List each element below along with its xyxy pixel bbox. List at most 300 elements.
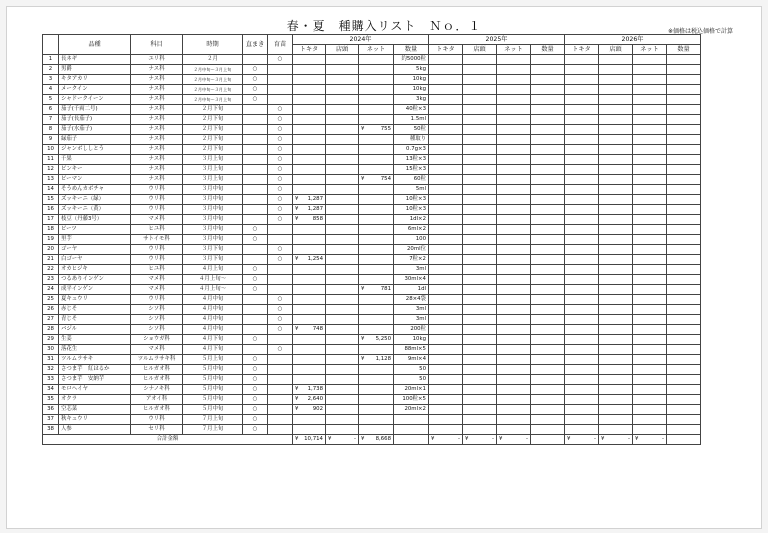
variety-cell: 白ゴーヤ — [59, 255, 131, 265]
empty-2025-cell — [531, 405, 565, 415]
qty-2024-cell: 50粒 — [394, 125, 429, 135]
family-cell: ヒユ科 — [131, 225, 183, 235]
empty-2026-cell — [667, 185, 701, 195]
variety-cell: そうめんカボチャ — [59, 185, 131, 195]
period-cell: ５月中旬 — [183, 375, 243, 385]
period-cell: ４月中旬 — [183, 305, 243, 315]
empty-2025-cell — [463, 175, 497, 185]
empty-2025-cell — [531, 235, 565, 245]
direct-sow-cell — [243, 215, 268, 225]
table-row — [43, 365, 701, 375]
price-2024-net — [359, 365, 394, 375]
qty-2024-cell: 7粒×2 — [394, 255, 429, 265]
empty-2025-cell — [497, 295, 531, 305]
price-2024-tokita — [293, 265, 326, 275]
price-2024-net — [359, 185, 394, 195]
price-2024-tokita — [293, 385, 326, 395]
empty-2025-cell — [497, 415, 531, 425]
table-row — [43, 165, 701, 175]
empty-2025-cell — [531, 225, 565, 235]
empty-2026-cell — [565, 255, 599, 265]
empty-2026-cell — [565, 125, 599, 135]
empty-2025-cell — [429, 215, 463, 225]
header-tokita: トキタ — [293, 45, 326, 55]
price-2024-tento — [326, 225, 359, 235]
header-period: 時期 — [183, 35, 243, 55]
empty-2026-cell — [633, 215, 667, 225]
yen-sign: ¥ — [361, 356, 365, 362]
direct-sow-cell: ○ — [243, 275, 268, 285]
empty-2025-cell — [429, 165, 463, 175]
empty-2025-cell — [463, 255, 497, 265]
price-2024-tento — [326, 65, 359, 75]
empty-2025-cell — [429, 365, 463, 375]
price-2024-tento — [326, 195, 359, 205]
price-2024-tento — [326, 275, 359, 285]
empty-2025-cell — [497, 85, 531, 95]
empty-2026-cell — [565, 325, 599, 335]
row-number: 34 — [43, 385, 59, 395]
family-cell: マメ科 — [131, 275, 183, 285]
table-row — [43, 135, 701, 145]
price-value: 781 — [380, 286, 391, 292]
empty-2026-cell — [599, 415, 633, 425]
direct-sow-cell: ○ — [243, 75, 268, 85]
row-number: 20 — [43, 245, 59, 255]
seedling-cell: ○ — [268, 145, 293, 155]
empty-2026-cell — [633, 175, 667, 185]
empty-2025-cell — [497, 285, 531, 295]
price-2024-tokita — [293, 345, 326, 355]
empty-2025-cell — [497, 265, 531, 275]
empty-2026-cell — [633, 115, 667, 125]
header-net: ネット — [633, 45, 667, 55]
empty-2025-cell — [463, 385, 497, 395]
seedling-cell — [268, 225, 293, 235]
yen-sign: ¥ — [499, 436, 503, 442]
header-tokita: トキタ — [429, 45, 463, 55]
empty-2025-cell — [531, 175, 565, 185]
total-2025-tokita — [429, 435, 463, 445]
direct-sow-cell — [243, 255, 268, 265]
price-2024-tokita — [293, 225, 326, 235]
empty-2025-cell — [429, 195, 463, 205]
direct-sow-cell — [243, 175, 268, 185]
empty-2026-cell — [565, 135, 599, 145]
empty-2025-cell — [429, 395, 463, 405]
empty-2025-cell — [429, 155, 463, 165]
family-cell: ナス科 — [131, 145, 183, 155]
empty-2026-cell — [565, 295, 599, 305]
price-2024-tokita — [293, 255, 326, 265]
empty-2026-cell — [667, 285, 701, 295]
empty-2026-cell — [667, 65, 701, 75]
empty-2025-cell — [463, 415, 497, 425]
table-row — [43, 75, 701, 85]
empty-2025-cell — [463, 75, 497, 85]
price-2024-net — [359, 155, 394, 165]
price-2024-net — [359, 175, 394, 185]
price-2024-net — [359, 335, 394, 345]
table-row — [43, 305, 701, 315]
price-2024-net — [359, 225, 394, 235]
price-2024-net — [359, 395, 394, 405]
empty-2025-cell — [463, 195, 497, 205]
seedling-cell — [268, 425, 293, 435]
empty-2025-cell — [463, 335, 497, 345]
empty-2025-cell — [531, 145, 565, 155]
total-value: - — [594, 436, 596, 442]
empty-2025-cell — [429, 355, 463, 365]
empty-2026-cell — [599, 85, 633, 95]
qty-2024-cell: 15粒×3 — [394, 165, 429, 175]
seedling-cell — [268, 355, 293, 365]
empty-2026-cell — [633, 195, 667, 205]
row-number: 21 — [43, 255, 59, 265]
empty-2026-cell — [599, 325, 633, 335]
price-2024-tokita — [293, 215, 326, 225]
empty-2025-cell — [531, 195, 565, 205]
empty-2026-cell — [599, 115, 633, 125]
seedling-cell — [268, 375, 293, 385]
total-2025-store — [463, 435, 497, 445]
row-number: 13 — [43, 175, 59, 185]
empty-2026-cell — [599, 65, 633, 75]
empty-2026-cell — [599, 145, 633, 155]
yen-sign: ¥ — [295, 396, 299, 402]
empty-2025-cell — [429, 245, 463, 255]
empty-2025-cell — [531, 135, 565, 145]
empty-2026-cell — [565, 105, 599, 115]
price-2024-tokita — [293, 375, 326, 385]
direct-sow-cell: ○ — [243, 385, 268, 395]
seedling-cell: ○ — [268, 295, 293, 305]
empty-2025-cell — [429, 255, 463, 265]
price-2024-tento — [326, 145, 359, 155]
price-2024-net — [359, 205, 394, 215]
seedling-cell — [268, 275, 293, 285]
empty-2026-cell — [667, 85, 701, 95]
variety-cell: ズッキーニ（緑） — [59, 195, 131, 205]
spreadsheet-page — [6, 6, 762, 529]
row-number: 23 — [43, 275, 59, 285]
table-row — [43, 205, 701, 215]
price-value: 902 — [312, 406, 323, 412]
total-value: 10,714 — [304, 436, 323, 442]
price-2024-tento — [326, 345, 359, 355]
empty-2026-cell — [599, 185, 633, 195]
qty-2024-cell: 40粒×3 — [394, 105, 429, 115]
empty-2026-cell — [599, 315, 633, 325]
seedling-cell — [268, 285, 293, 295]
price-2024-tento — [326, 95, 359, 105]
table-row — [43, 375, 701, 385]
family-cell: セリ科 — [131, 425, 183, 435]
variety-cell: シャドークイーン — [59, 95, 131, 105]
empty-2025-cell — [531, 85, 565, 95]
empty-2026-cell — [633, 335, 667, 345]
empty-2026-cell — [599, 285, 633, 295]
period-cell: ５月中旬 — [183, 385, 243, 395]
empty-2025-cell — [497, 315, 531, 325]
table-row — [43, 275, 701, 285]
empty-2025-cell — [531, 265, 565, 275]
empty-2025-cell — [429, 175, 463, 185]
empty-2026-cell — [565, 225, 599, 235]
table-row — [43, 185, 701, 195]
price-2024-net — [359, 275, 394, 285]
empty-2026-cell — [599, 275, 633, 285]
empty-2026-cell — [633, 355, 667, 365]
period-cell: ３月上旬 — [183, 155, 243, 165]
direct-sow-cell — [243, 145, 268, 155]
empty-2026-cell — [667, 155, 701, 165]
variety-cell: バジル — [59, 325, 131, 335]
row-number: 37 — [43, 415, 59, 425]
price-2024-tento — [326, 205, 359, 215]
direct-sow-cell: ○ — [243, 395, 268, 405]
empty-2025-cell — [497, 65, 531, 75]
period-cell: ２月下旬 — [183, 115, 243, 125]
empty-2026-cell — [633, 375, 667, 385]
empty-2026-cell — [599, 385, 633, 395]
empty-2026-cell — [633, 155, 667, 165]
empty-2025-cell — [497, 275, 531, 285]
seedling-cell: ○ — [268, 115, 293, 125]
seedling-cell: ○ — [268, 325, 293, 335]
empty-2025-cell — [497, 325, 531, 335]
empty-2025-cell — [497, 125, 531, 135]
qty-2024-cell: 3ml — [394, 315, 429, 325]
empty-2026-cell — [599, 125, 633, 135]
empty-2025-cell — [497, 185, 531, 195]
empty-2026-cell — [599, 375, 633, 385]
yen-sign: ¥ — [295, 206, 299, 212]
family-cell: サトイモ科 — [131, 235, 183, 245]
price-value: 1,287 — [307, 196, 323, 202]
empty-2026-cell — [599, 215, 633, 225]
price-2024-tento — [326, 125, 359, 135]
family-cell: ウリ科 — [131, 195, 183, 205]
empty-2026-cell — [599, 365, 633, 375]
direct-sow-cell: ○ — [243, 405, 268, 415]
header-family: 科目 — [131, 35, 183, 55]
price-2024-tokita — [293, 145, 326, 155]
family-cell: ヒルガオ科 — [131, 405, 183, 415]
period-cell: ４月上旬 — [183, 265, 243, 275]
empty-2026-cell — [633, 255, 667, 265]
price-2024-tento — [326, 105, 359, 115]
qty-2024-cell: 1.5ml — [394, 115, 429, 125]
row-number: 11 — [43, 155, 59, 165]
empty-2025-cell — [429, 285, 463, 295]
empty-2025-cell — [497, 305, 531, 315]
empty-2026-cell — [599, 405, 633, 415]
period-cell: ３月上旬 — [183, 165, 243, 175]
empty-2026-cell — [599, 295, 633, 305]
seedling-cell: ○ — [268, 135, 293, 145]
empty-2025-cell — [531, 275, 565, 285]
price-2024-tento — [326, 415, 359, 425]
qty-2024-cell: 約5000粒 — [394, 55, 429, 65]
empty-2026-cell — [599, 305, 633, 315]
empty-2025-cell — [429, 375, 463, 385]
table-row — [43, 265, 701, 275]
seedling-cell: ○ — [268, 155, 293, 165]
price-2024-tento — [326, 375, 359, 385]
seedling-cell: ○ — [268, 315, 293, 325]
empty-2025-cell — [463, 215, 497, 225]
empty-2026-cell — [633, 65, 667, 75]
table-row — [43, 415, 701, 425]
qty-2024-cell: 0.7g×3 — [394, 145, 429, 155]
empty-2025-cell — [463, 205, 497, 215]
empty-2025-cell — [531, 245, 565, 255]
empty-2026-cell — [633, 405, 667, 415]
price-2024-tento — [326, 335, 359, 345]
total-2024-qty — [394, 435, 429, 445]
seedling-cell: ○ — [268, 215, 293, 225]
empty-2025-cell — [531, 375, 565, 385]
family-cell: マメ科 — [131, 285, 183, 295]
empty-2025-cell — [531, 65, 565, 75]
price-2024-tokita — [293, 125, 326, 135]
empty-2026-cell — [667, 345, 701, 355]
period-cell: ５月中旬 — [183, 365, 243, 375]
empty-2026-cell — [633, 145, 667, 155]
total-value: - — [354, 436, 356, 442]
empty-2026-cell — [599, 55, 633, 65]
empty-2026-cell — [667, 405, 701, 415]
price-value: 1,128 — [375, 356, 391, 362]
header-qty: 数量 — [394, 45, 429, 55]
empty-2026-cell — [667, 415, 701, 425]
empty-2026-cell — [633, 295, 667, 305]
seed-purchase-table — [42, 34, 701, 445]
row-number: 4 — [43, 85, 59, 95]
empty-2025-cell — [497, 335, 531, 345]
row-number: 8 — [43, 125, 59, 135]
empty-2026-cell — [565, 235, 599, 245]
row-number: 25 — [43, 295, 59, 305]
price-value: 1,738 — [307, 386, 323, 392]
direct-sow-cell: ○ — [243, 65, 268, 75]
variety-cell: 秋キュウリ — [59, 415, 131, 425]
price-2024-net — [359, 85, 394, 95]
empty-2026-cell — [599, 205, 633, 215]
empty-2026-cell — [565, 95, 599, 105]
empty-2026-cell — [599, 425, 633, 435]
table-row — [43, 215, 701, 225]
empty-2025-cell — [531, 295, 565, 305]
price-2024-tento — [326, 85, 359, 95]
empty-2025-cell — [463, 355, 497, 365]
direct-sow-cell — [243, 295, 268, 305]
price-2024-tokita — [293, 55, 326, 65]
empty-2026-cell — [633, 415, 667, 425]
family-cell: ナス科 — [131, 155, 183, 165]
empty-2025-cell — [497, 175, 531, 185]
header-qty: 数量 — [667, 45, 701, 55]
row-number: 3 — [43, 75, 59, 85]
period-cell: ２月中旬～３月上旬 — [183, 65, 243, 75]
total-value: - — [458, 436, 460, 442]
empty-2026-cell — [565, 375, 599, 385]
variety-cell: ピンキー — [59, 165, 131, 175]
variety-cell: 枝豆（丹藤3号） — [59, 215, 131, 225]
header-store: 店頭 — [599, 45, 633, 55]
table-row — [43, 385, 701, 395]
empty-2026-cell — [667, 275, 701, 285]
variety-cell: 茄子(千両二号) — [59, 105, 131, 115]
empty-2026-cell — [633, 275, 667, 285]
family-cell: ナス科 — [131, 105, 183, 115]
empty-2025-cell — [531, 285, 565, 295]
qty-2024-cell: 10kg — [394, 335, 429, 345]
qty-2024-cell: 3ml — [394, 305, 429, 315]
qty-2024-cell: 100 — [394, 235, 429, 245]
direct-sow-cell — [243, 305, 268, 315]
yen-sign: ¥ — [601, 436, 605, 442]
row-number: 6 — [43, 105, 59, 115]
yen-sign: ¥ — [295, 196, 299, 202]
variety-cell: つるありインゲン — [59, 275, 131, 285]
variety-cell: ピーマン — [59, 175, 131, 185]
family-cell: ナス科 — [131, 95, 183, 105]
total-2026-net — [633, 435, 667, 445]
direct-sow-cell: ○ — [243, 95, 268, 105]
qty-2024-cell: 20ml×1 — [394, 385, 429, 395]
empty-2026-cell — [667, 315, 701, 325]
price-2024-tento — [326, 265, 359, 275]
direct-sow-cell: ○ — [243, 285, 268, 295]
variety-cell: 茄子(長茄子) — [59, 115, 131, 125]
header-net: ネット — [497, 45, 531, 55]
total-2025-qty — [531, 435, 565, 445]
variety-cell: ツルムラサキ — [59, 355, 131, 365]
empty-2026-cell — [667, 55, 701, 65]
row-number: 2 — [43, 65, 59, 75]
price-2024-net — [359, 315, 394, 325]
empty-2025-cell — [463, 65, 497, 75]
seedling-cell — [268, 395, 293, 405]
empty-2026-cell — [565, 355, 599, 365]
empty-2025-cell — [531, 355, 565, 365]
empty-2025-cell — [429, 275, 463, 285]
price-2024-net — [359, 145, 394, 155]
empty-2025-cell — [531, 75, 565, 85]
total-2024-store — [326, 435, 359, 445]
seedling-cell — [268, 85, 293, 95]
row-number: 22 — [43, 265, 59, 275]
variety-cell: モロヘイヤ — [59, 385, 131, 395]
family-cell: マメ科 — [131, 215, 183, 225]
qty-2024-cell: 3kg — [394, 95, 429, 105]
period-cell: ３月中旬 — [183, 225, 243, 235]
empty-2026-cell — [633, 315, 667, 325]
price-2024-tokita — [293, 185, 326, 195]
price-2024-tento — [326, 295, 359, 305]
variety-cell: オカヒジキ — [59, 265, 131, 275]
seedling-cell — [268, 415, 293, 425]
total-row — [43, 435, 701, 445]
table-row — [43, 65, 701, 75]
variety-cell: キタアカリ — [59, 75, 131, 85]
seedling-cell — [268, 405, 293, 415]
empty-2026-cell — [667, 325, 701, 335]
table-row — [43, 85, 701, 95]
seedling-cell — [268, 65, 293, 75]
